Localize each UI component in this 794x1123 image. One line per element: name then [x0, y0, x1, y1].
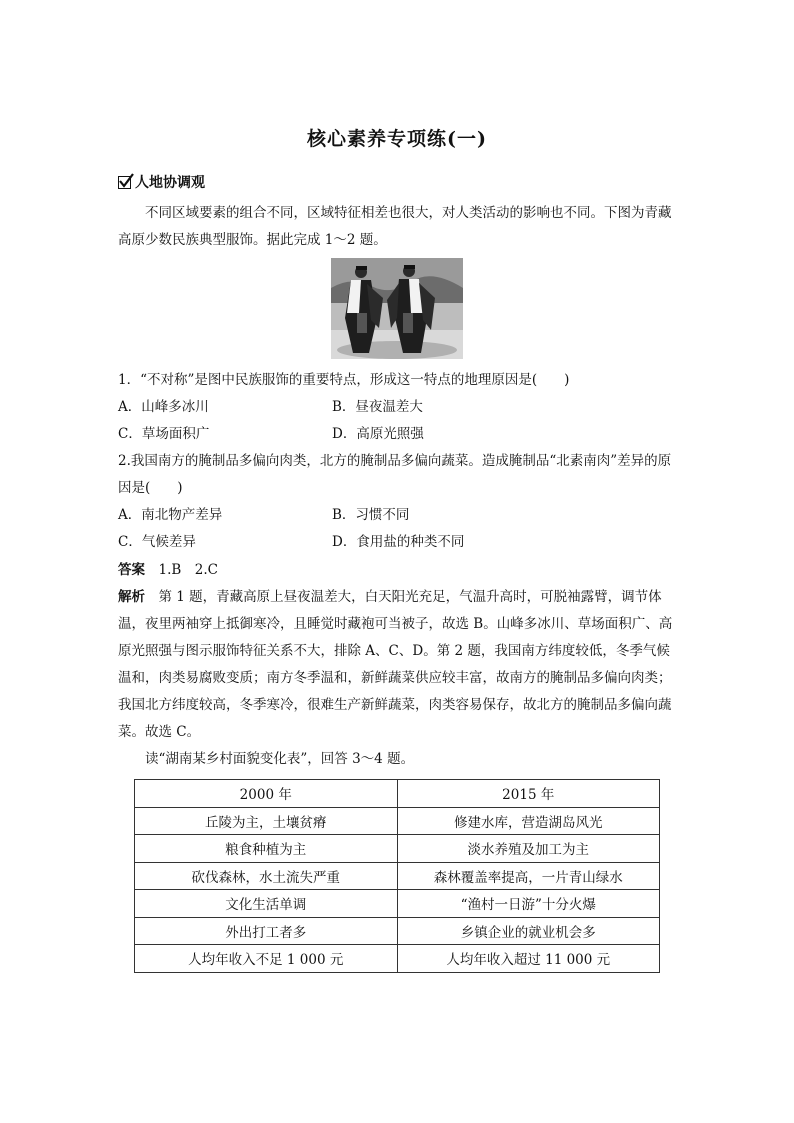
table-intro: 读“湖南某乡村面貌变化表”，回答 3～4 题。: [145, 751, 415, 767]
option-b: B．习惯不同: [332, 507, 410, 523]
checkmark-box-icon: [118, 176, 131, 189]
page-title: 核心素养专项练(一): [307, 128, 487, 150]
table-row: [135, 917, 660, 945]
answer-text: 1.B 2.C: [145, 562, 219, 578]
option-a: A．南北物产差异: [118, 507, 223, 523]
table-cell: 砍伐森林，水土流失严重: [135, 862, 398, 890]
option-b: B．昼夜温差大: [332, 399, 423, 415]
table-cell: 乡镇企业的就业机会多: [397, 917, 660, 945]
question-1-options-row-2: [118, 421, 678, 448]
village-change-table: [134, 779, 660, 973]
question-1-options-row-1: [118, 394, 678, 421]
analysis-text: 第 1 题，青藏高原上昼夜温差大，白天阳光充足，气温升高时，可脱袖露臂，调节体温，夜里两袖穿上抵御寒冷，且睡觉时藏袍可当被子，故选 B。山峰多冰川、草场面积广、高原光照强与图示服饰特征关系不大，排除 A、C、D。第 2 题，我国南方纬度较低，冬季气候温和，肉类易腐败变质；南方冬季温和，新鲜蔬菜供应较丰富，故南方的腌制品多偏向肉类；我国北方纬度较高，冬季寒冷，很难生产新鲜蔬菜，肉类容易保存，故北方的腌制品多偏向蔬菜。故选 C。: [118, 589, 673, 740]
table-cell: 人均年收入超过 11 000 元: [397, 945, 660, 973]
question-2-stem: 2.我国南方的腌制品多偏向肉类，北方的腌制品多偏向蔬菜。造成腌制品“北素南肉”差异的原因是( ): [118, 453, 672, 496]
table-cell: 修建水库，营造湖岛风光: [397, 807, 660, 835]
option-c: C．气候差异: [118, 534, 196, 550]
table-cell: “渔村一日游”十分火爆: [397, 890, 660, 918]
costume-photo: [331, 258, 463, 359]
table-cell: 文化生活单调: [135, 890, 398, 918]
answer-line: [118, 557, 678, 584]
table-cell: 丘陵为主，土壤贫瘠: [135, 807, 398, 835]
intro-paragraph: 不同区域要素的组合不同，区域特征相差也很大，对人类活动的影响也不同。下图为青藏高原少数民族典型服饰。据此完成 1～2 题。: [118, 205, 672, 248]
table-cell: 淡水养殖及加工为主: [397, 835, 660, 863]
analysis-paragraph: [118, 584, 678, 746]
table-row: [135, 807, 660, 835]
option-d: D．高原光照强: [332, 426, 424, 442]
option-c: C．草场面积广: [118, 426, 210, 442]
table-row: [135, 835, 660, 863]
table-cell: 人均年收入不足 1 000 元: [135, 945, 398, 973]
table-cell: 森林覆盖率提高，一片青山绿水: [397, 862, 660, 890]
option-a: A．山峰多冰川: [118, 399, 209, 415]
section-heading: [118, 172, 205, 192]
table-cell: 外出打工者多: [135, 917, 398, 945]
table-header-row: [135, 780, 660, 808]
analysis-label: 解析: [118, 589, 145, 605]
question-2-options-row-1: [118, 502, 678, 529]
question-2-options-row-2: [118, 529, 678, 556]
table-row: [135, 890, 660, 918]
answer-label: 答案: [118, 562, 145, 578]
table-row: [135, 862, 660, 890]
option-d: D．食用盐的种类不同: [332, 534, 465, 550]
table-cell: 粮食种植为主: [135, 835, 398, 863]
question-1-stem: 1．“不对称”是图中民族服饰的重要特点，形成这一特点的地理原因是( ): [118, 372, 570, 388]
section-title: 人地协调观: [135, 175, 205, 191]
header-2015: 2015 年: [397, 780, 660, 808]
header-2000: 2000 年: [135, 780, 398, 808]
table-row: [135, 945, 660, 973]
